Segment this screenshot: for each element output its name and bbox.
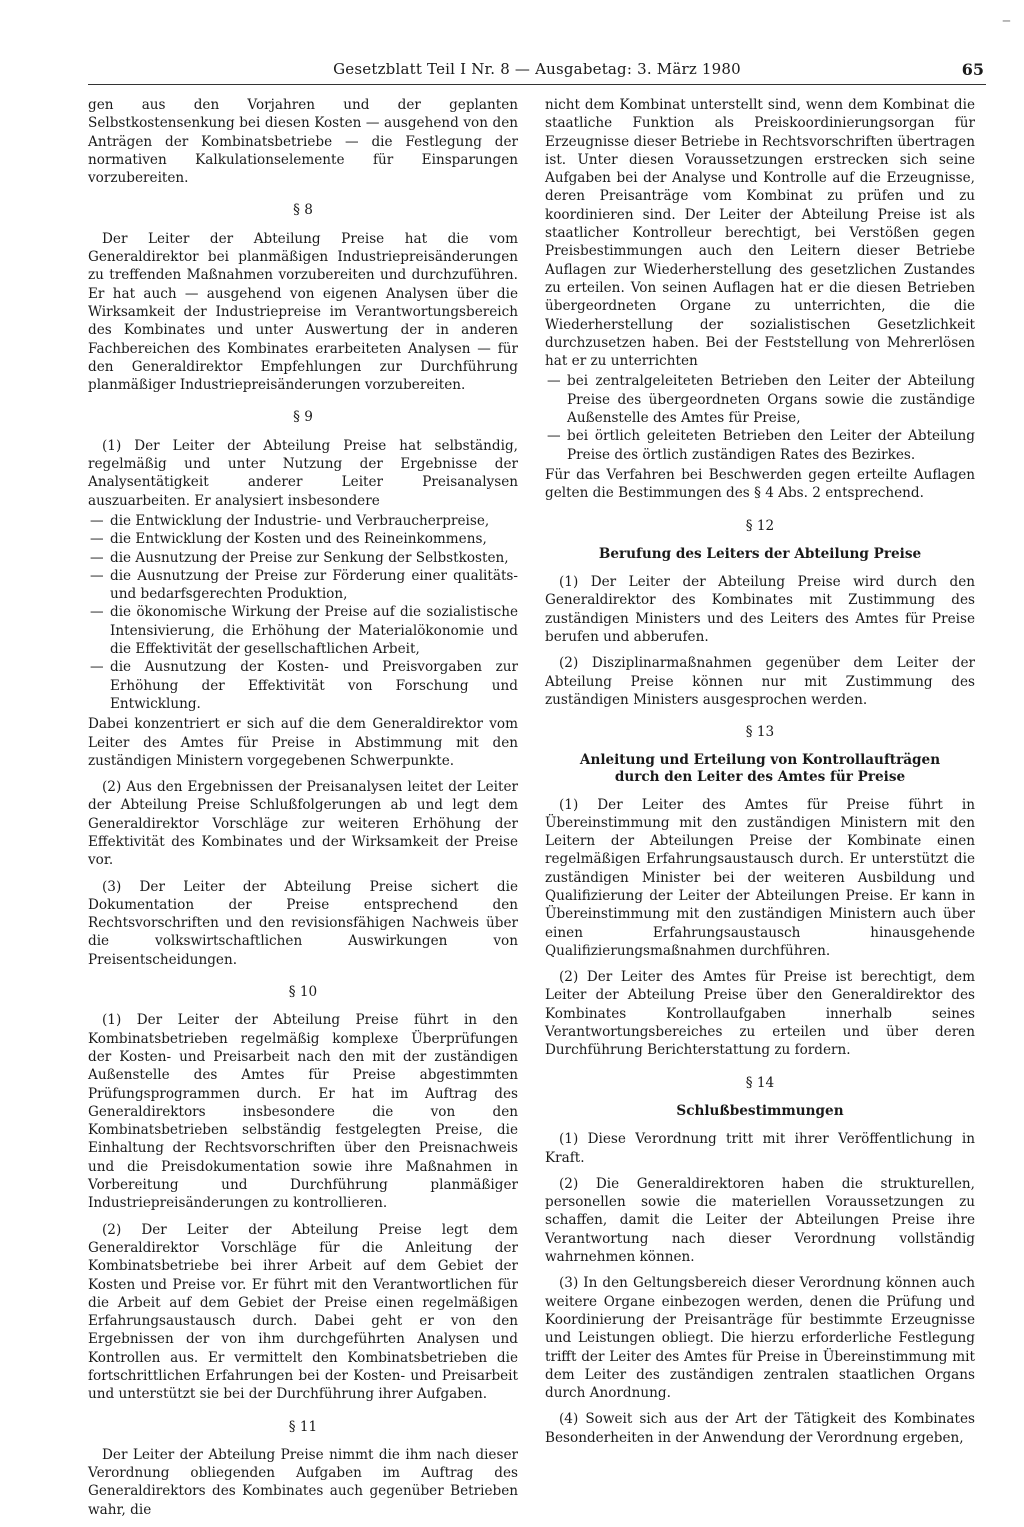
section-10-paragraph-1: (1) Der Leiter der Abteilung Preise führt in den Kombinatsbetrieben regelmäßig komplexe Überprüfungen der Kosten- und Preisarbeit nach den mit der zuständigen Außenstelle des Amtes für Preise abgestimmten Prüfungsprogrammen durch. Er hat im Auftrag des Generaldirektors insbesondere die von den Kombinatsbetrieben selbständig festgelegten Preise, die Einhaltung der Rechtsvorschriften über den Preisnachweis und die Preisdokumentation sowie ihre Maßnahmen in Vorbereitung und Durchführung planmäßiger Industriepreisänderungen zu kontrollieren. — [88, 1012, 518, 1212]
dash-marker: — — [90, 549, 104, 566]
right-column — [545, 96, 975, 1455]
list-item — [88, 549, 518, 567]
left-column — [88, 96, 518, 1527]
section-10-heading: § 10 — [288, 984, 318, 1001]
dash-marker: — — [547, 428, 561, 445]
section-13-title-line-2: durch den Leiter des Amtes für Preise — [614, 768, 906, 785]
header-rule — [88, 84, 986, 85]
section-14-paragraph-4: (4) Soweit sich aus der Art der Tätigkeit des Kombinates Besonderheiten in der Anwendung der Verordnung ergeben, — [545, 1411, 975, 1446]
section-12-heading: § 12 — [745, 517, 775, 534]
section-14-heading: § 14 — [745, 1074, 775, 1091]
dash-marker: — — [90, 659, 104, 676]
section-8-heading: § 8 — [293, 202, 313, 219]
section-12-paragraph-1: (1) Der Leiter der Abteilung Preise wird durch den Generaldirektor des Kombinates mit Zustimmung des zuständigen Ministers und des Leiters des Amtes für Preise berufen und abberufen. — [545, 574, 975, 646]
section-8-paragraph: Der Leiter der Abteilung Preise hat die vom Generaldirektor bei planmäßigen Industriepreisänderungen zu treffenden Maßnahmen vorzubereiten und durchzuführen. Er hat auch — ausgehend von eigenen Analysen über die Wirksamkeit der Industriepreise im Verantwortungsbereich des Kombinates und unter Auswertung der in anderen Fachbereichen des Kombinates erarbeiteten Analysen — für den Generaldirektor Empfehlungen zur Durchführung planmäßiger Industriepreisänderungen vorzubereiten. — [88, 230, 518, 394]
section-11-heading: § 11 — [288, 1418, 318, 1435]
section-13-paragraph-2: (2) Der Leiter des Amtes für Preise ist berechtigt, dem Leiter der Abteilung Preise über den Generaldirektor des Kombinates Kontrollaufgaben innerhalb seines Verantwortungsbereiches zu erteilen und über deren Durchführung Berichterstattung zu fordern. — [545, 969, 975, 1059]
list-item — [88, 512, 518, 530]
section-12-title: Berufung des Leiters der Abteilung Preise — [598, 545, 922, 562]
section-11-list — [545, 372, 975, 463]
intro-paragraph: gen aus den Vorjahren und der geplanten Selbstkostensenkung bei diesen Kosten — ausgehend von den Anträgen der Kombinatsbetriebe — die Festlegung der normativen Kalkulationselemente für Einsparungen vorzubereiten. — [88, 97, 518, 187]
list-item-text: die Ausnutzung der Preise zur Förderung einer qualitäts- und bedarfsgerechten Produktion, — [110, 567, 518, 603]
page-header — [88, 60, 986, 82]
section-13-paragraph-1: (1) Der Leiter des Amtes für Preise führt in Übereinstimmung mit den zuständigen Ministern mit den Leitern der Abteilungen Preise der Kombinate einen regelmäßigen Erfahrungsaustausch durch. Er unterstützt die zuständigen Minister bei der weiteren Ausbildung und Qualifizierung der Leiter der Abteilungen Preise. Er kann in Übereinstimmung mit den zuständigen Ministern auch über einen Erfahrungsaustausch hinausgehende Qualifizierungsmaßnahmen durchführen. — [545, 796, 975, 959]
list-item — [545, 427, 975, 464]
list-item — [88, 567, 518, 604]
section-14-paragraph-1: (1) Diese Verordnung tritt mit ihrer Veröffentlichung in Kraft. — [545, 1131, 975, 1166]
section-11-end: Für das Verfahren bei Beschwerden gegen erteilte Auflagen gelten die Bestimmungen des § 4 Abs. 2 entsprechend. — [545, 466, 975, 502]
section-14-paragraph-3: (3) In den Geltungsbereich dieser Verordnung können auch weitere Organe einbezogen werden, denen die Prüfung und Koordinierung der Preisanträge für bestimmte Erzeugnisse und Leistungen obliegt. Die hierzu erforderliche Festlegung trifft der Leiter des Amtes für Preise in Übereinstimmung mit dem Leiter des zuständigen zentralen staatlichen Organs durch Anordnung. — [545, 1275, 975, 1402]
section-9-paragraph-1: (1) Der Leiter der Abteilung Preise hat selbständig, regelmäßig und unter Nutzung der Ergebnisse der Analysentätigkeit anderer Leiter Preisanalysen auszuarbeiten. Er analysiert insbesondere — [88, 437, 518, 509]
section-13-title — [545, 752, 975, 786]
dash-marker: — — [90, 531, 104, 548]
section-13-title-line-1: Anleitung und Erteilung von Kontrollaufträgen — [579, 751, 941, 768]
list-item-text: die Ausnutzung der Kosten- und Preisvorgaben zur Erhöhung der Effektivität von Forschung und Entwicklung. — [110, 659, 518, 712]
list-item — [88, 658, 518, 713]
list-item — [88, 530, 518, 548]
page-number: 65 — [961, 60, 984, 79]
section-9-heading: § 9 — [293, 409, 313, 426]
list-item-text: die ökonomische Wirkung der Preise auf die sozialistische Intensivierung, die Erhöhung der Materialökonomie und die Effektivität der gesellschaftlichen Arbeit, — [110, 604, 518, 658]
list-item-text: die Ausnutzung der Preise zur Senkung der Selbstkosten, — [110, 549, 509, 566]
section-10-paragraph-2: (2) Der Leiter der Abteilung Preise legt dem Generaldirektor Vorschläge für die Anleitung der Kombinatsbetriebe bei ihrer Arbeit auf dem Gebiet der Kosten und Preise vor. Er führt mit den Verantwortlichen für die Arbeit auf dem Gebiet der Preise einen regelmäßigen Erfahrungsaustausch durch. Dabei geht er von den Ergebnissen der von ihm durchgeführten Analysen und Kontrollen aus. Er vermittelt den Kombinatsbetrieben die fortschrittlichen Erfahrungen bei der Kosten- und Preisarbeit und unterstützt sie bei der Durchführung ihrer Aufgaben. — [88, 1221, 518, 1403]
list-item-text: die Entwicklung der Industrie- und Verbraucherpreise, — [110, 512, 490, 529]
list-item-text: bei örtlich geleiteten Betrieben den Leiter der Abteilung Preise des örtlich zuständigen Rates des Bezirkes. — [567, 428, 975, 463]
section-9-paragraph-2: (2) Aus den Ergebnissen der Preisanalysen leitet der Leiter der Abteilung Preise Schlußfolgerungen ab und legt dem Generaldirektor Vorschläge zur weiteren Erhöhung der Effektivität des Kombinates und der Wirksamkeit der Preise vor. — [88, 779, 518, 869]
section-14-title: Schlußbestimmungen — [676, 1102, 844, 1119]
dash-marker: — — [90, 567, 104, 584]
section-9-list — [88, 512, 518, 713]
list-item-text: bei zentralgeleiteten Betrieben den Leiter der Abteilung Preise des übergeordneten Organs sowie die zuständige Außenstelle des Amtes für Preise, — [567, 373, 975, 427]
scan-mark: ─ — [1002, 14, 1010, 28]
dash-marker: — — [90, 604, 104, 621]
dash-marker: — — [90, 512, 104, 529]
section-11-paragraph: Der Leiter der Abteilung Preise nimmt die ihm nach dieser Verordnung obliegenden Aufgaben im Auftrag des Generaldirektors des Kombinates auch gegenüber Betrieben wahr, die — [88, 1446, 518, 1518]
header-title: Gesetzblatt Teil I Nr. 8 — Ausgabetag: 3. März 1980 — [333, 60, 741, 78]
section-13-heading: § 13 — [745, 724, 775, 741]
section-11-continuation: nicht dem Kombinat unterstellt sind, wenn dem Kombinat die staatliche Funktion als Preiskoordinierungsorgan für Erzeugnisse dieser Betriebe in Rechtsvorschriften übertragen ist. Unter diesen Voraussetzungen erstrecken sich seine Aufgaben bei der Analyse und Kontrolle auf die Erzeugnisse, deren Preisanträge vom Kombinat zu prüfen und zu koordinieren sind. Der Leiter der Abteilung Preise ist als staatlicher Kontrolleur berechtigt, bei Verstößen gegen Preisbestimmungen auch den Leitern dieser Betriebe Auflagen zur Wiederherstellung des gesetzlichen Zustandes zu erteilen. Von seinen Auflagen hat er die diesen Betrieben übergeordneten Organe zu unterrichten, die die Wiederherstellung der sozialistischen Gesetzlichkeit durchzusetzen haben. Bei der Feststellung von Mehrerlösen hat er zu unterrichten — [545, 97, 975, 370]
section-14-paragraph-2: (2) Die Generaldirektoren haben die strukturellen, personellen sowie die materiellen Voraussetzungen zu schaffen, damit die Leiter der Abteilungen Preise ihre Verantwortung nach dieser Verordnung vollständig wahrnehmen können. — [545, 1175, 975, 1266]
section-9-paragraph-3: (3) Der Leiter der Abteilung Preise sichert die Dokumentation der Preise entsprechend den Rechtsvorschriften und den revisionsfähigen Nachweis über die volkswirtschaftlichen Auswirkungen von Preisentscheidungen. — [88, 878, 518, 968]
list-item — [88, 603, 518, 658]
dash-marker: — — [547, 373, 561, 390]
list-item — [545, 372, 975, 427]
section-9-paragraph-1-end: Dabei konzentriert er sich auf die dem Generaldirektor vom Leiter des Amtes für Preise in Abstimmung mit den zuständigen Ministern vorgegebenen Schwerpunkte. — [88, 716, 518, 769]
list-item-text: die Entwicklung der Kosten und des Reineinkommens, — [110, 531, 487, 548]
section-12-paragraph-2: (2) Disziplinarmaßnahmen gegenüber dem Leiter der Abteilung Preise können nur mit Zustimmung des zuständigen Ministers ausgesprochen werden. — [545, 655, 975, 708]
